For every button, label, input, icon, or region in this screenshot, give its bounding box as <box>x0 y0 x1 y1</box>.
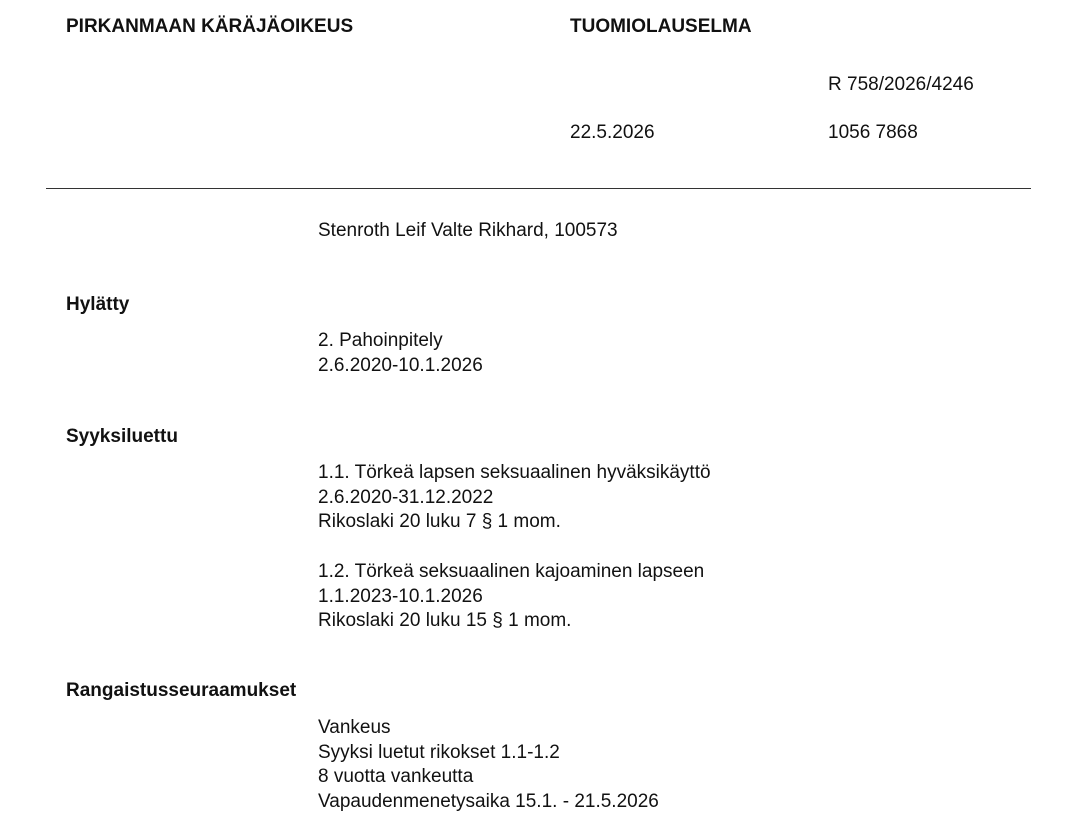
sanction-length: 8 vuotta vankeutta <box>318 766 474 787</box>
rejected-charge <box>318 329 483 378</box>
case-number: R 758/2026/4246 <box>828 74 974 95</box>
sanction-type: Vankeus <box>318 717 391 738</box>
record-number: 1056 7868 <box>828 122 918 143</box>
section-heading-convicted: Syyksiluettu <box>66 426 178 447</box>
sanction-detention-period: Vapaudenmenetysaika 15.1. - 21.5.2026 <box>318 790 659 812</box>
sanctions-details <box>318 716 659 814</box>
charge-1-title: 1.1. Törkeä lapsen seksuaalinen hyväksikäyttö <box>318 462 711 483</box>
document-date: 22.5.2026 <box>570 122 655 143</box>
section-heading-rejected: Hylätty <box>66 294 130 315</box>
charge-2-period: 1.1.2023-10.1.2026 <box>318 585 483 607</box>
charge-2-law: Rikoslaki 20 luku 15 § 1 mom. <box>318 610 572 631</box>
charge-1-law: Rikoslaki 20 luku 7 § 1 mom. <box>318 511 561 532</box>
court-name: PIRKANMAAN KÄRÄJÄOIKEUS <box>66 16 354 37</box>
section-heading-sanctions: Rangaistusseuraamukset <box>66 680 297 701</box>
convicted-charge-1 <box>318 461 711 535</box>
charge-1-period: 2.6.2020-31.12.2022 <box>318 486 494 508</box>
defendant-name: Stenroth Leif Valte Rikhard, 100573 <box>318 220 618 241</box>
header-divider <box>46 188 1031 189</box>
rejected-charge-period: 2.6.2020-10.1.2026 <box>318 354 483 376</box>
sanction-offenses: Syyksi luetut rikokset 1.1-1.2 <box>318 741 560 763</box>
charge-2-title: 1.2. Törkeä seksuaalinen kajoaminen lapseen <box>318 561 705 582</box>
rejected-charge-title: 2. Pahoinpitely <box>318 330 443 351</box>
convicted-charge-2 <box>318 560 704 634</box>
document-type: TUOMIOLAUSELMA <box>570 16 752 37</box>
